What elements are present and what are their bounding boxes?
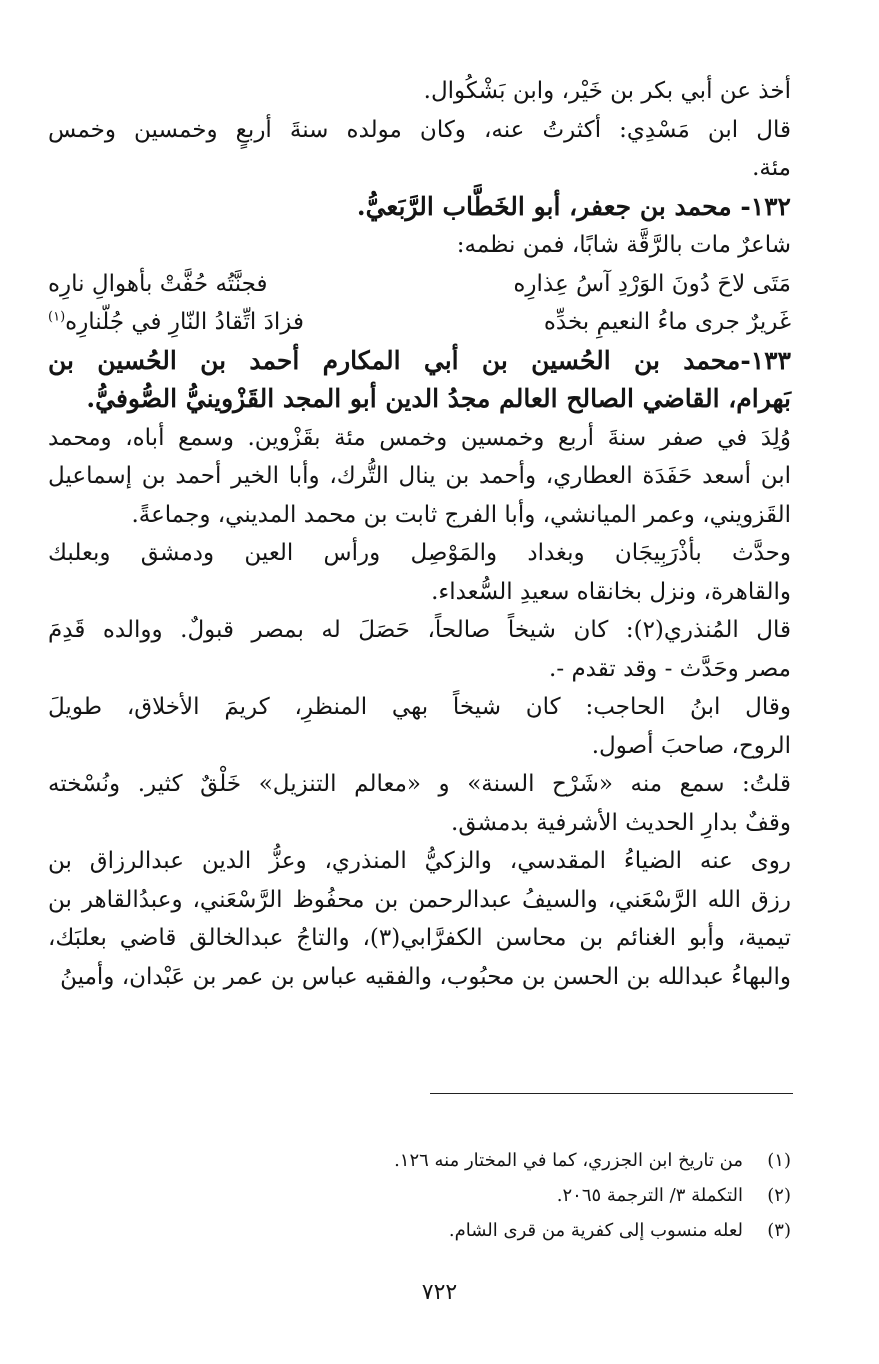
hemistich: غَريرٌ جرى ماءُ النعيمِ بخدِّه (543, 309, 791, 335)
page-number: ٧٢٢ (421, 1280, 458, 1305)
paragraph (48, 688, 791, 765)
footnote-number: (١) (767, 1150, 791, 1171)
text-line: والبهاءُ عبدالله بن الحسن بن محبُوب، والفقيه عباس بن عمر بن عَبْدان، وأمينُ (60, 963, 791, 990)
text-line: الروح، صاحبَ أصول. (591, 732, 791, 759)
paragraph (48, 72, 791, 111)
main-text (48, 72, 791, 996)
verse-line (48, 265, 791, 304)
text-line: القَزويني، وعمر الميانشي، وأبا الفرج ثابت بن محمد المديني، وجماعةً. (131, 501, 791, 528)
text-line: والقاهرة، ونزل بخانقاه سعيدِ السُّعداء. (431, 578, 791, 605)
paragraph (48, 226, 791, 265)
text-line: قال ابن مَسْدِي: أكثرتُ عنه، وكان مولده سنةَ أربعٍ وخمسين وخمس (48, 116, 791, 143)
text-line: تيمية، وأبو الغنائم بن محاسن الكفرَّابي(٣)، والتاجُ عبدالخالق قاضي بعلبَك، (48, 925, 792, 951)
paragraph (48, 765, 791, 842)
footnote-marker: (١) (48, 309, 66, 325)
paragraph (48, 534, 791, 611)
footnote-number: (٣) (767, 1220, 791, 1241)
footnote (48, 1213, 791, 1248)
text-line: ابن أسعد حَفَدَة العطاري، وأحمد بن ينال التُّرك، وأبا الخير أحمد بن إسماعيل (48, 463, 791, 489)
footnote-separator (430, 1093, 793, 1094)
paragraph (48, 111, 791, 188)
hemistich: فزادَ اتِّقادُ النّارِ في جُلّنارِه$^{(١)}$ (48, 309, 304, 335)
footnote-text: التكملة ٣/ الترجمة ٢٠٦٥. (556, 1185, 743, 1206)
text-line: شاعرٌ مات بالرَّقَّة شابًا، فمن نظمه: (456, 232, 791, 258)
text-line: وقال ابنُ الحاجب: كان شيخاً بهي المنظرِ، كريمَ الأخلاق، طويلَ (48, 694, 791, 720)
footnote (48, 1178, 791, 1213)
text-line: ١٣٣-محمد بن الحُسين بن أبي المكارم أحمد بن الحُسين بن (48, 345, 791, 375)
text-line: روى عنه الضياءُ المقدسي، والزكيُّ المنذري، وعزُّ الدين عبدالرزاق بن (48, 848, 791, 874)
entry-heading (48, 342, 791, 419)
paragraph (48, 419, 791, 535)
footnote-text: من تاريخ ابن الجزري، كما في المختار منه ١٢٦. (394, 1150, 743, 1171)
text-line: قال المُنذري(٢): كان شيخاً صالحاً، حَصَلَ له بمصر قبولٌ. ووالده قَدِمَ (48, 617, 791, 643)
entry-heading (48, 188, 791, 227)
text-line: وُلِدَ في صفر سنةَ أربع وخمسين وخمس مئة بقَزْوين. وسمع أباه، ومحمد (48, 424, 791, 451)
footnote-number: (٢) (767, 1185, 791, 1206)
text-line: مئة. (752, 155, 791, 181)
text-line: رزق الله الرَّسْعَني، والسيفُ عبدالرحمن بن محفُوظ الرَّسْعَني، وعبدُالقاهر بن (48, 886, 791, 913)
paragraph (48, 611, 791, 688)
text-line: قلتُ: سمع منه «شَرْح السنة» و «معالم التنزيل» خَلْقٌ كثير. ونُسْخته (48, 771, 791, 797)
text-line: وقفٌ بدارِ الحديث الأشرفية بدمشق. (451, 809, 791, 836)
hemistich: فجنَّتُه حُفَّتْ بأهوالِ نارِه (48, 270, 268, 297)
text-line: ١٣٢- محمد بن جعفر، أبو الخَطَّاب الرَّبَعيُّ. (356, 191, 791, 221)
footnote (48, 1143, 791, 1178)
text-line: بَهرام، القاضي الصالح العالم مجدُ الدين أبو المجد القَزْوينيُّ الصُّوفيُّ. (86, 384, 791, 413)
text-line: أخذ عن أبي بكر بن خَيْر، وابن بَشْكُوال. (423, 78, 791, 104)
footnote-text: لعله منسوب إلى كفرية من قرى الشام. (448, 1220, 743, 1241)
verse-line (48, 303, 791, 342)
text-line: مصر وحَدَّث - وقد تقدم -. (549, 655, 791, 682)
hemistich: مَتَى لاحَ دُونَ الوَرْدِ آسُ عِذارِه (513, 270, 791, 297)
footnotes (48, 1143, 791, 1248)
text-line: وحدَّث بأذْرَبِيجَان وبغداد والمَوْصِل ورأس العين ودمشق وبعلبك (48, 540, 791, 566)
paragraph (48, 842, 791, 996)
